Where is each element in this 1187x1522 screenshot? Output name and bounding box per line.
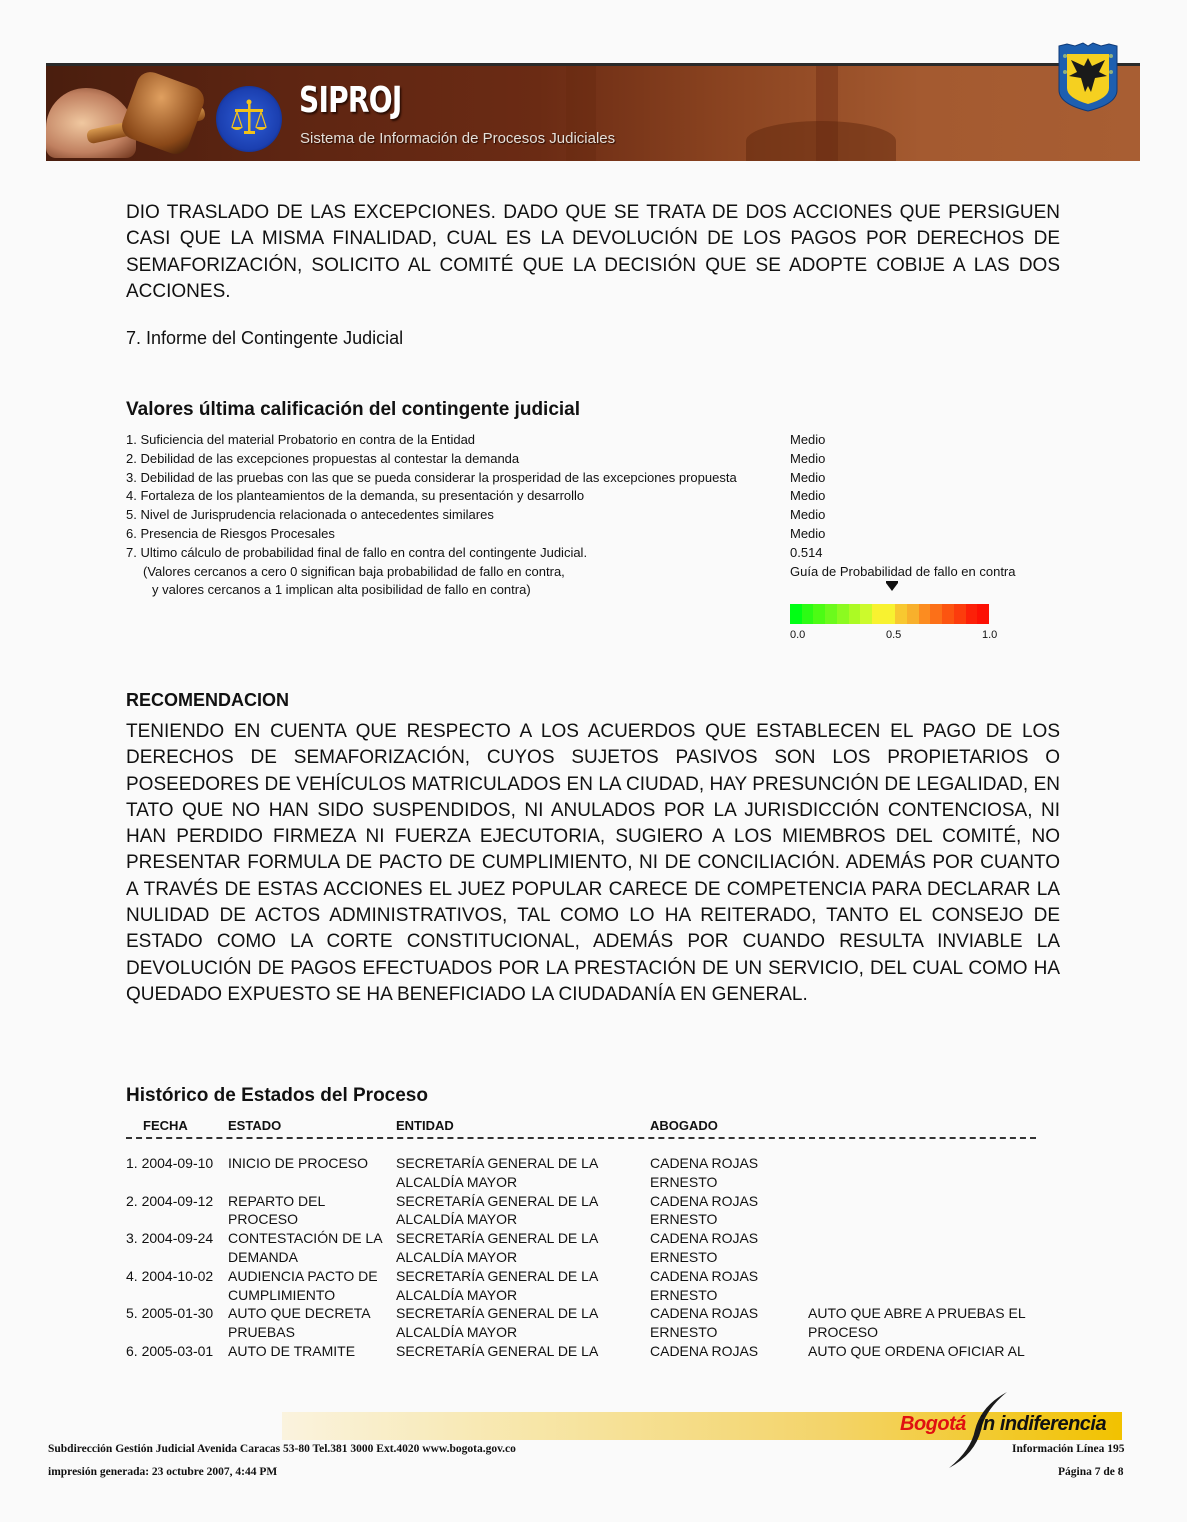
color-scale-segment: [860, 604, 872, 624]
probability-color-scale: [790, 604, 989, 624]
cell-fecha: 1. 2004-09-10: [126, 1155, 214, 1171]
valores-list: [126, 432, 1060, 601]
color-scale-segment: [884, 604, 896, 624]
criterion-value: Medio: [790, 507, 826, 523]
guide-marker-arrow-icon: [886, 583, 898, 591]
bogota-coat-of-arms-icon: [1057, 42, 1119, 112]
column-header-entidad: ENTIDAD: [396, 1118, 454, 1133]
cell-estado: AUDIENCIA PACTO DE CUMPLIMIENTO: [228, 1267, 378, 1303]
footer-generated: impresión generada: 23 octubre 2007, 4:44 PM: [48, 1466, 278, 1478]
color-scale-segment: [966, 604, 978, 624]
cell-abogado: CADENA ROJAS ERNESTO: [650, 1155, 759, 1190]
probability-guide: [790, 583, 998, 643]
guide-label: Guía de Probabilidad de fallo en contra: [790, 563, 1016, 579]
cell-estado: INICIO DE PROCESO: [228, 1155, 369, 1171]
cell-fecha: 5. 2005-01-30: [126, 1305, 214, 1322]
historico-section: [126, 1085, 1060, 1107]
cell-entidad: SECRETARÍA GENERAL DE LA ALCALDÍA MAYOR: [396, 1155, 598, 1190]
criterion-label: 4. Fortaleza de los planteamientos de la demanda, su presentación y desarrollo: [126, 488, 585, 504]
note-line-2: y valores cercanos a 1 implican alta posibilidad de fallo en contra): [152, 582, 531, 598]
brand-bogota: Bogotá: [900, 1413, 966, 1435]
cell-fecha: 3. 2004-09-24: [126, 1230, 214, 1247]
valores-row: [126, 507, 1016, 526]
color-scale-segment: [930, 604, 942, 624]
color-scale-segment: [837, 604, 849, 624]
criterion-value: Medio: [790, 488, 826, 504]
color-scale-segment: [907, 604, 919, 624]
cell-abogado: CADENA ROJAS: [650, 1343, 759, 1359]
criterion-label: 7. Ultimo cálculo de probabilidad final de fallo en contra del contingente Judicial.: [126, 544, 588, 560]
cell-abogado: CADENA ROJAS ERNESTO: [650, 1192, 759, 1228]
criterion-value: Medio: [790, 432, 826, 447]
recomendacion-section: [126, 690, 1060, 1008]
tick-label-05: 0.5: [886, 629, 902, 641]
valores-section: [126, 399, 1060, 421]
cell-abogado: CADENA ROJAS ERNESTO: [650, 1305, 759, 1341]
valores-row: [126, 526, 1016, 545]
color-scale-segment: [849, 604, 861, 624]
criterion-label: 5. Nivel de Jurisprudencia relacionada o antecedentes similares: [126, 507, 494, 523]
criterion-label: 6. Presencia de Riesgos Procesales: [126, 525, 335, 541]
scales-of-justice-icon: [216, 86, 282, 152]
valores-row: [126, 432, 1016, 451]
recomendacion-text: TENIENDO EN CUENTA QUE RESPECTO A LOS ACUERDOS QUE ESTABLECEN EL PAGO DE LOS DERECHOS DE SEMAFORIZACIÓN, CUYOS SUJETOS PASIVOS SON LOS PROPIETARIOS O POSEEDORES DE VEHÍCULOS MATRICULADOS EN LA CIUDAD, HAY PRESUNCIÓN DE LEGALIDAD, EN TATO QUE NO HAN SIDO SUSPENDIDOS, NI ANULADOS POR LA JURISDICCIÓN CONTENCIOSA, NI HAN PERDIDO FIRMEZA NI FUERZA EJECUTORIA, SUGIERO A LOS MIEMBROS DEL COMITÉ, NO PRESENTAR FORMULA DE PACTO DE CUMPLIMIENTO, NI DE CONCILIACIÓN. ADEMÁS POR CUANTO A TRAVÉS DE ESTAS ACCIONES EL JUEZ POPULAR CARECE DE COMPETENCIA PARA DECLARAR LA NULIDAD DE ACTOS ADMINISTRATIVOS, TAL COMO LO HA REITERADO, TANTO EL CONSEJO DE ESTADO COMO LA CORTE CONSTITUCIONAL, ADEMÁS POR CUANDO RESULTA INVIABLE LA DEVOLUCIÓN DE PAGOS EFECTUADOS POR LA PRESTACIÓN DE UN SERVICIO, DEL CUAL COMO HA QUEDADO EXPUESTO SE HA BENEFICIADO LA CIUDADANÍA EN GENERAL.: [126, 721, 1060, 1005]
cell-estado: AUTO DE TRAMITE: [228, 1343, 356, 1359]
column-header-abogado: ABOGADO: [650, 1118, 718, 1133]
criterion-label: 2. Debilidad de las excepciones propuestas al contestar la demanda: [126, 450, 520, 466]
cell-entidad: SECRETARÍA GENERAL DE LA ALCALDÍA MAYOR: [396, 1192, 598, 1228]
tick-label-0: 0.0: [790, 629, 806, 641]
criterion-value: Medio: [790, 450, 826, 466]
valores-row: [126, 488, 1016, 507]
cell-fecha: 2. 2004-09-12: [126, 1192, 214, 1209]
cell-entidad: SECRETARÍA GENERAL DE LA ALCALDÍA MAYOR: [396, 1305, 598, 1341]
cell-obs: AUTO QUE ORDENA OFICIAR AL: [808, 1343, 1025, 1359]
cell-abogado: CADENA ROJAS ERNESTO: [650, 1267, 759, 1303]
valores-title: Valores última calificación del contingente judicial: [126, 399, 581, 420]
footer-address: Subdirección Gestión Judicial Avenida Caracas 53-80 Tel.381 3000 Ext.4020 www.bogota.gov.co: [48, 1443, 516, 1455]
column-header-estado: ESTADO: [228, 1118, 282, 1133]
cell-obs: AUTO QUE ABRE A PRUEBAS EL PROCESO: [808, 1305, 1026, 1341]
tick-label-1: 1.0: [982, 629, 998, 641]
header-banner: [46, 63, 1140, 161]
section-7-title: 7. Informe del Contingente Judicial: [126, 328, 404, 348]
footer-info-line: Información Línea 195: [1012, 1443, 1125, 1455]
table-divider: [126, 1137, 1036, 1139]
banner-decoration: [746, 121, 896, 161]
cell-estado: REPARTO DEL PROCESO: [228, 1192, 325, 1228]
cell-fecha: 4. 2004-10-02: [126, 1267, 214, 1284]
color-scale-segment: [790, 604, 802, 624]
color-scale-segment: [977, 604, 989, 624]
valores-table: [126, 432, 1016, 601]
note-line-1: (Valores cercanos a cero 0 significan baja probabilidad de fallo en contra,: [143, 563, 565, 579]
cell-fecha: 6. 2005-03-01: [126, 1343, 214, 1359]
valores-note-row: [126, 564, 1016, 583]
app-subtitle: Sistema de Información de Procesos Judiciales: [300, 130, 616, 147]
color-scale-segment: [942, 604, 954, 624]
valores-row: [126, 545, 1016, 564]
color-scale-segment: [813, 604, 825, 624]
cell-entidad: SECRETARÍA GENERAL DE LA ALCALDÍA MAYOR: [396, 1267, 598, 1303]
color-scale-segment: [895, 604, 907, 624]
historico-title: Histórico de Estados del Proceso: [126, 1085, 428, 1106]
cell-entidad: SECRETARÍA GENERAL DE LA: [396, 1343, 599, 1359]
criterion-value: Medio: [790, 525, 826, 541]
app-title: SIPROJ: [299, 80, 402, 121]
column-header-fecha: FECHA: [143, 1118, 188, 1133]
cell-entidad: SECRETARÍA GENERAL DE LA ALCALDÍA MAYOR: [396, 1230, 598, 1265]
color-scale-segment: [825, 604, 837, 624]
valores-row: [126, 451, 1016, 470]
intro-paragraph: DIO TRASLADO DE LAS EXCEPCIONES. DADO QUE SE TRATA DE DOS ACCIONES QUE PERSIGUEN CASI QUE LA MISMA FINALIDAD, CUAL ES LA DEVOLUCIÓN DE LOS PAGOS POR DERECHOS DE SEMAFORIZACIÓN, SOLICITO AL COMITÉ QUE LA DECISIÓN QUE SE ADOPTE COBIJE A LAS DOS ACCIONES.: [126, 202, 1060, 302]
cell-estado: AUTO QUE DECRETA PRUEBAS: [228, 1305, 370, 1341]
cell-abogado: CADENA ROJAS ERNESTO: [650, 1230, 759, 1265]
recomendacion-title: RECOMENDACION: [126, 690, 290, 710]
color-scale-segment: [954, 604, 966, 624]
color-scale-segment: [802, 604, 814, 624]
criterion-label: 3. Debilidad de las pruebas con las que se pueda considerar la prosperidad de las excepciones propuesta: [126, 469, 737, 485]
cell-estado: CONTESTACIÓN DE LA DEMANDA: [228, 1230, 382, 1265]
valores-row: [126, 470, 1016, 489]
criterion-label: 1. Suficiencia del material Probatorio en contra de la Entidad: [126, 432, 476, 447]
brand-sin-indiferencia: in indiferencia: [978, 1413, 1107, 1435]
footer-page: Página 7 de 8: [1058, 1466, 1124, 1478]
color-scale-segment: [919, 604, 931, 624]
color-scale-segment: [872, 604, 884, 624]
probability-value: 0.514: [790, 544, 823, 560]
criterion-value: Medio: [790, 469, 826, 485]
intro-section: [126, 200, 1060, 305]
